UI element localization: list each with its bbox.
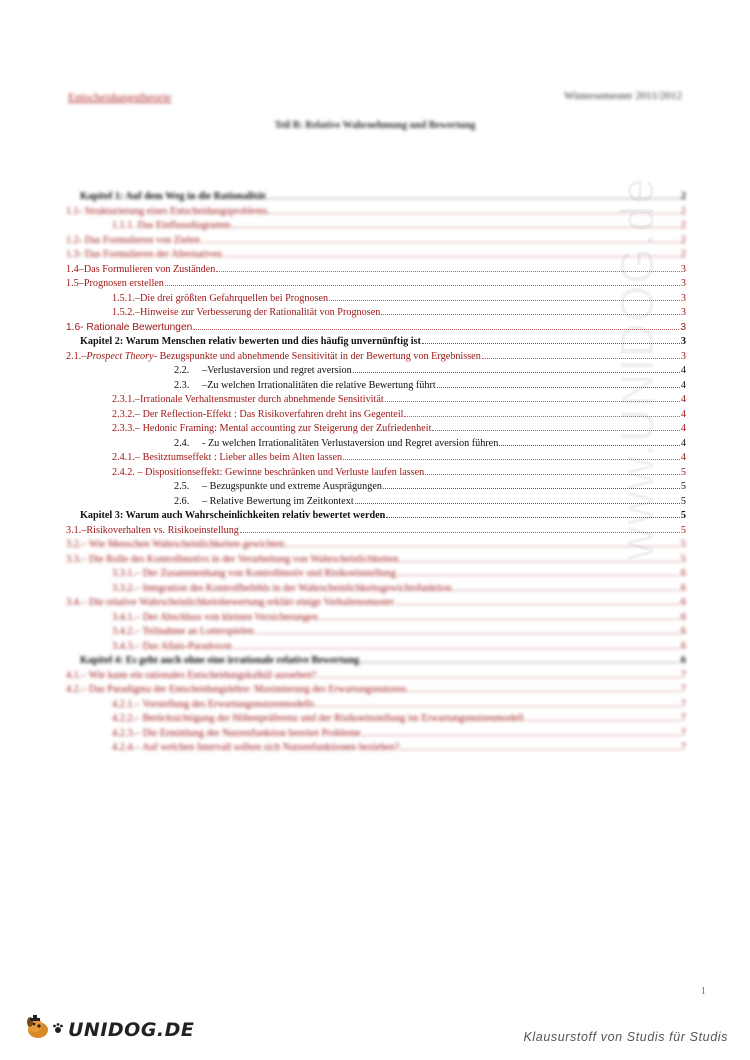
toc-leader-dots [165, 276, 680, 286]
toc-entry-label: 4.2.4.– Auf welchen Intervall sollten sich Nutzenfunktionen beziehen? [112, 742, 400, 753]
toc-entry-page: 3 [680, 307, 686, 318]
toc-leader-dots [362, 726, 680, 736]
toc-entry [66, 697, 686, 712]
toc-entry-label: 2.3. –Zu welchen Irrationalitäten die relative Bewertung führt [174, 379, 436, 391]
toc-entry [66, 262, 686, 277]
toc-entry [66, 320, 686, 335]
toc-leader-dots [400, 740, 679, 750]
toc-entry [66, 233, 686, 248]
toc-entry [66, 537, 686, 552]
toc-entry-label: 1.5.2.–Hinweise zur Verbesserung der Rationalität von Prognosen [112, 307, 381, 318]
toc-entry [66, 276, 686, 291]
toc-entry-page: 5 [680, 524, 686, 536]
semester-label: Wintersemester 2011/2012 [564, 90, 682, 102]
toc-entry [66, 552, 686, 567]
toc-entry [66, 668, 686, 683]
toc-entry-label: 4.1.– Wie kann ein rationales Entscheidungskalkül aussehen? [66, 669, 317, 681]
toc-entry-page: 2 [680, 249, 686, 260]
toc-entry [66, 334, 686, 349]
toc-entry-page: 7 [680, 669, 686, 681]
toc-leader-dots [319, 610, 680, 620]
toc-leader-dots [233, 639, 680, 649]
footer-slogan: Klausurstoff von Studis für Studis [523, 1030, 728, 1044]
toc-leader-dots [452, 581, 680, 591]
dog-logo-icon [24, 1013, 52, 1046]
toc-entry [66, 740, 686, 755]
toc-entry-label: 2.4.1.– Besitztumseffekt : Lieber alles beim Alten lassen [112, 452, 343, 463]
toc-entry [66, 363, 686, 378]
toc-entry-label: 4.2.1.– Vorstellung des Erwartungsnutzenmodells [112, 698, 315, 710]
toc-entry [66, 523, 686, 538]
toc-entry-page: 7 [680, 684, 686, 695]
toc-entry [66, 218, 686, 233]
toc-entry-label: 2.5. – Bezugspunkte und extreme Ausprägungen [174, 481, 382, 492]
toc-entry-label: Kapitel 4: Es geht auch ohne eine irrationale relative Bewertung [80, 655, 360, 666]
toc-entry [66, 465, 686, 480]
toc-entry [66, 407, 686, 422]
toc-entry-page: 7 [680, 727, 686, 739]
toc-entry [66, 653, 686, 668]
toc-entry-label: 3.3.– Die Rolle des Kontrollmotivs in der Verarbeitung von Wahrscheinlichkeiten [66, 553, 399, 565]
toc-entry-label: Kapitel 2: Warum Menschen relativ bewerten und dies häufig unvernünftig ist [80, 336, 421, 347]
toc-entry-label: 1.5.1.–Die drei größten Gefahrquellen bei Prognosen [112, 292, 329, 304]
toc-entry-page: 7 [680, 742, 686, 753]
toc-entry-italic: Prospect Theory [86, 350, 154, 362]
toc-entry [66, 595, 686, 610]
toc-entry-page: 6 [680, 640, 686, 652]
logo-text: UNIDOG.DE [68, 1018, 195, 1041]
toc-entry-label: 3.3.2.– Integration des Kontrollbefehls in der Wahrscheinlichkeitsgewichtsfunktion [112, 582, 452, 594]
document-title: Teil B: Relative Wahrnehmung und Bewertung [274, 120, 476, 131]
toc-entry-page: 5 [680, 466, 686, 478]
toc-entry-page: 3 [680, 336, 686, 347]
toc-entry-page: 5 [680, 510, 686, 521]
toc-entry [66, 711, 686, 726]
toc-entry [66, 378, 686, 393]
toc-entry-label: 2.2. –Verlustaversion und regret aversion [174, 365, 352, 376]
toc-entry [66, 349, 686, 364]
toc-entry-page: 2 [680, 220, 686, 231]
paw-icon [52, 1021, 64, 1039]
toc-entry-label: 1.2- Das Formulieren von Zielen [66, 234, 200, 246]
toc-entry-page: 3 [680, 292, 686, 304]
footer-logo [24, 1013, 194, 1046]
toc-entry-label: 2.4. - Zu welchen Irrationalitäten Verlustaversion und Regret aversion führen [174, 437, 499, 449]
course-title: Entscheidungstheorie [68, 90, 172, 104]
toc-entry-label: 3.2.– Wie Menschen Wahrscheinlichkeiten gewichten [66, 539, 285, 550]
table-of-contents [66, 189, 686, 755]
toc-leader-dots [255, 624, 680, 634]
toc-entry-page: 5 [680, 481, 686, 492]
toc-entry-page: 3 [680, 278, 686, 289]
toc-leader-dots [407, 682, 680, 692]
toc-entry [66, 291, 686, 306]
toc-leader-dots [315, 697, 680, 707]
toc-entry-page: 5 [680, 539, 686, 550]
toc-entry [66, 566, 686, 581]
toc-entry-page: 7 [680, 698, 686, 710]
toc-entry-label: 2.4.2. – Dispositionseffekt: Gewinne beschränken und Verluste laufen lassen [112, 466, 425, 478]
toc-entry-label: 1.1- Strukturierung eines Entscheidungsproblems [66, 205, 268, 217]
toc-leader-dots [360, 653, 680, 663]
toc-entry [66, 450, 686, 465]
toc-entry [66, 305, 686, 320]
toc-entry [66, 421, 686, 436]
toc-entry-page: 2 [680, 234, 686, 246]
toc-entry-label: 3.4.2.– Teilnahme an Lotterspielen [112, 626, 254, 637]
toc-entry [66, 189, 686, 204]
toc-entry-label: 3.3.1.– Der Zusammenhang von Kontrollmotiv und Risikoeinstellung [112, 568, 396, 579]
toc-entry-label: Kapitel 1: Auf dem Weg in die Rationalität [80, 191, 266, 202]
toc-leader-dots [395, 595, 680, 605]
toc-entry-label: 4.2.2.– Berücksichtigung der Höhenpräferenz und der Risikoeinstellung im Erwartungsnutzenmodell [112, 713, 524, 724]
toc-entry-label: 2.3.2.– Der Reflection-Effekt : Das Risikoverfahren dreht ins Gegenteil [112, 408, 404, 420]
toc-entry [66, 639, 686, 654]
toc-entry-page: 5 [680, 553, 686, 565]
toc-entry [66, 247, 686, 262]
toc-entry-page: 2 [680, 191, 686, 202]
toc-entry [66, 436, 686, 451]
toc-entry-label: 1.1.1. Das Einflussdiagramm [112, 220, 231, 231]
toc-entry [66, 479, 686, 494]
toc-entry [66, 624, 686, 639]
toc-entry [66, 204, 686, 219]
toc-leader-dots [397, 566, 680, 576]
toc-entry-label: 1.4–Das Formulieren von Zuständen [66, 263, 216, 275]
toc-entry-label: 3.4.3.– Das Allais-Paradoxon [112, 640, 232, 652]
toc-entry-page: 4 [680, 437, 686, 449]
toc-entry-page: 6 [680, 582, 686, 594]
toc-entry-label: 4.2.3.– Die Ermittlung der Nutzenfunktion bereitet Probleme [112, 727, 361, 739]
toc-entry-page: 4 [680, 365, 686, 376]
toc-entry-label: 2.3.1.–Irrationale Verhaltensmuster durch abnehmende Sensitivität [112, 394, 384, 405]
toc-entry-page: 4 [680, 408, 686, 420]
toc-entry-page: 4 [680, 394, 686, 405]
toc-entry-page: 4 [680, 379, 686, 391]
toc-entry-page: 2 [680, 205, 686, 217]
toc-entry [66, 392, 686, 407]
toc-entry-page: 4 [680, 423, 686, 434]
toc-entry [66, 682, 686, 697]
toc-leader-dots [317, 668, 680, 678]
toc-entry-label: 3.1.–Risikoverhalten vs. Risikoeinstellung [66, 524, 239, 536]
toc-entry-label: 1.6- Rationale Bewertungen [66, 321, 193, 333]
toc-leader-dots [201, 233, 680, 243]
toc-leader-dots [525, 711, 680, 721]
toc-entry [66, 494, 686, 509]
toc-entry-label: 4.2.– Das Paradigma der Entscheidungslehre: Maximierung des Erwartungsnutzens [66, 684, 407, 695]
toc-entry-label: Kapitel 3: Warum auch Wahrscheinlichkeiten relativ bewertet werden [80, 510, 386, 521]
watermark: www.UNIDOG.de [611, 176, 663, 560]
toc-entry-label [66, 350, 481, 364]
toc-entry-label: 3.4.1.– Der Abschluss von kleinen Versicherungen [112, 611, 318, 623]
toc-entry-label: 2.6. – Relative Bewertung im Zeitkontext [174, 495, 354, 507]
toc-entry-rest: - Bezugspunkte und abnehmende Sensitivität in der Bewertung von Ergebnissen [153, 350, 481, 362]
toc-entry [66, 581, 686, 596]
toc-entry-page: 5 [680, 495, 686, 507]
toc-leader-dots [193, 320, 679, 330]
toc-entry-label: 3.4.– Die relative Wahrscheinlichkeitsbewertung erklärt einige Verhaltensmuster [66, 597, 395, 608]
toc-entry-label: 1.5–Prognosen erstellen [66, 278, 164, 289]
toc-entry-page: 6 [680, 568, 686, 579]
toc-entry [66, 610, 686, 625]
toc-entry-page: 4 [680, 452, 686, 463]
toc-entry-page: 6 [680, 655, 686, 666]
toc-entry-page: 3 [680, 263, 686, 275]
toc-entry-label: 2.3.3.– Hedonic Framing: Mental accounting zur Steigerung der Zufriedenheit [112, 423, 432, 434]
toc-entry-page: 6 [680, 597, 686, 608]
toc-entry-page: 7 [680, 713, 686, 724]
toc-entry-page: 3 [680, 321, 686, 333]
page-number: 1 [700, 985, 706, 997]
toc-entry-page: 6 [680, 611, 686, 623]
toc-entry [66, 726, 686, 741]
toc-entry [66, 508, 686, 523]
toc-entry-page: 3 [680, 350, 686, 362]
toc-entry-number: 2.1.– [66, 350, 87, 362]
toc-entry-page: 6 [680, 626, 686, 637]
toc-entry-label: 1.3- Das Formulieren der Alternativen [66, 249, 222, 260]
